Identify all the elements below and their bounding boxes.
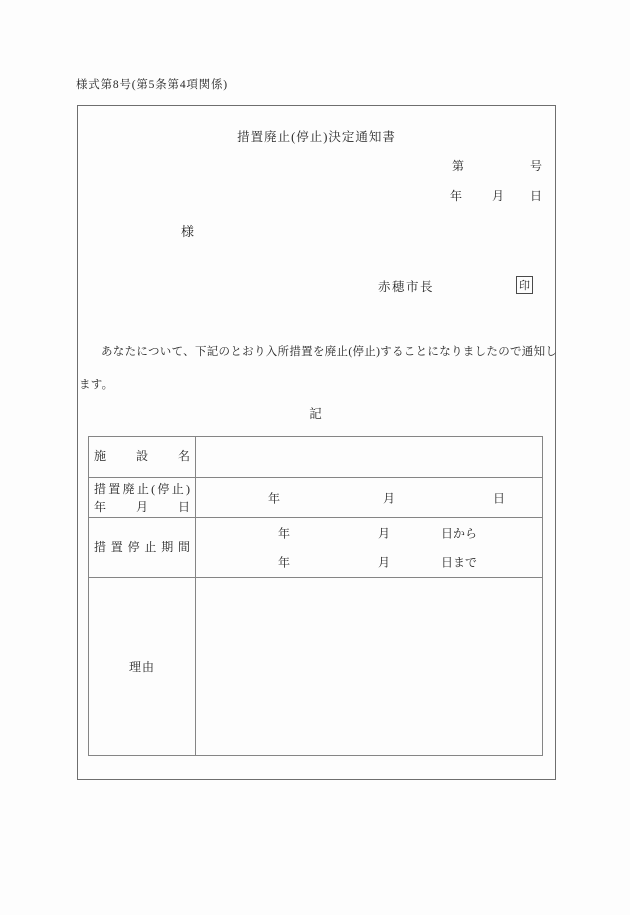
suspension-to-line: [196, 554, 542, 570]
addressee-honorific: 様: [181, 224, 195, 239]
sender-title: 赤穂市長: [378, 280, 435, 294]
reason-label: 理由: [89, 578, 196, 755]
body-paragraph: [79, 336, 558, 402]
abolition-date-label-line1: 措置廃止(停止): [94, 482, 190, 496]
facility-label: 施設名: [89, 437, 196, 477]
suspension-period-value-cell: [196, 518, 542, 577]
issue-date-month-label: 月: [492, 189, 505, 203]
suspension-from-line: [196, 525, 542, 541]
body-line-2: ます。: [79, 379, 114, 391]
doc-number-suffix: 号: [530, 159, 543, 173]
doc-number-prefix: 第: [452, 159, 465, 173]
suspension-from-day-label: 日から: [441, 526, 478, 541]
reason-value-cell: [196, 578, 542, 755]
abolition-day-label: 日: [493, 491, 506, 505]
suspension-to-year-label: 年: [278, 555, 291, 570]
facility-value-cell: [196, 437, 542, 477]
suspension-to-month-label: 月: [378, 555, 391, 570]
suspension-period-label: 措置停止期間: [89, 518, 196, 577]
issue-date-day-label: 日: [530, 189, 543, 203]
facility-row: [89, 437, 542, 477]
suspension-from-year-label: 年: [278, 526, 291, 541]
suspension-to-day-label: 日まで: [441, 555, 478, 570]
record-heading: 記: [309, 407, 324, 421]
suspension-from-month-label: 月: [378, 526, 391, 541]
seal-stamp: 印: [516, 276, 533, 294]
abolition-date-label-line2: 年月日: [94, 500, 190, 514]
document-title: 措置廃止(停止)決定通知書: [237, 130, 396, 144]
abolition-month-label: 月: [383, 491, 396, 505]
abolition-year-label: 年: [268, 491, 281, 505]
issue-date-year-label: 年: [450, 189, 463, 203]
abolition-date-row: [89, 477, 542, 517]
document-frame: [77, 105, 556, 780]
reason-row: [89, 577, 542, 755]
form-number-label: 様式第8号(第5条第4項関係): [76, 79, 228, 91]
abolition-date-value-cell: [196, 478, 542, 517]
body-line-1: あなたについて、下記のとおり入所措置を廃止(停止)することになりましたので通知し: [101, 346, 558, 358]
notice-table: [88, 436, 543, 756]
abolition-date-label: [89, 478, 196, 517]
suspension-period-row: [89, 517, 542, 577]
